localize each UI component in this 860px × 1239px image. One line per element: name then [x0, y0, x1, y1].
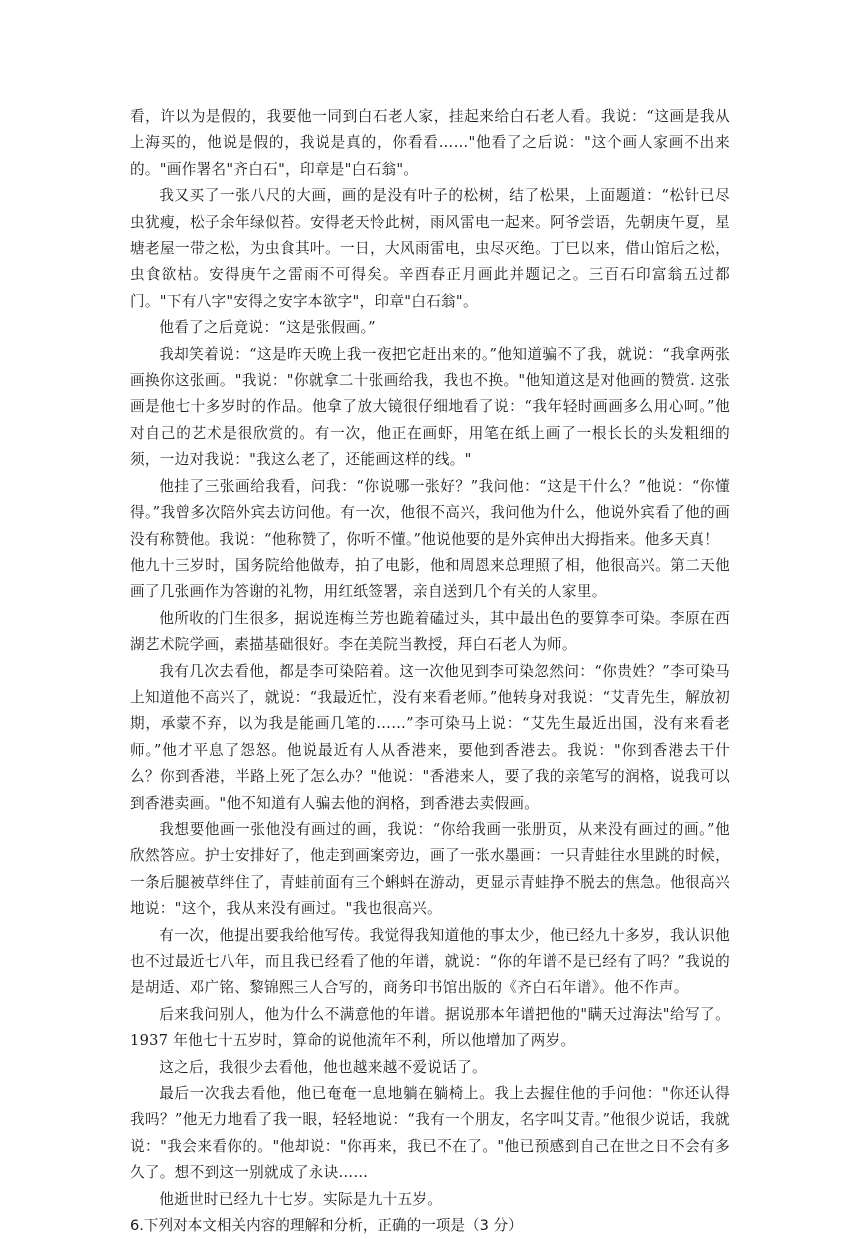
paragraph: 他逝世时已经九十七岁。实际是九十五岁。 — [159, 1190, 443, 1208]
document-page — [130, 104, 730, 1239]
question-stem: 6.下列对本文相关内容的理解和分析，正确的一项是（3 分） — [130, 1217, 523, 1235]
paragraph: 他挂了三张画给我看，问我：“你说哪一张好？”我问他：“这是干什么？”他说：“你懂得。”我曾多次陪外宾去访问他。有一次，他很不高兴，我问他为什么，他说外宾看了他的画没有称赞他。我说：“他称赞了，你听不懂。”他说他要的是外宾伸出大拇指来。他多天真！ — [130, 477, 730, 548]
paragraph: 后来我问别人，他为什么不满意他的年谱。据说那本年谱把他的"瞒天过海法"给写了。1937 年他七十五岁时，算命的说他流年不利，所以他增加了两岁。 — [130, 1005, 730, 1050]
paragraph: 他九十三岁时，国务院给他做寿，拍了电影，他和周恩来总理照了相，他很高兴。第二天他画了几张画作为答谢的礼物，用红纸签署，亲自送到几个有关的人家里。 — [130, 556, 730, 601]
paragraph: 他所收的门生很多，据说连梅兰芳也跪着磕过头，其中最出色的要算李可染。李原在西湖艺术院学画，素描基础很好。李在美院当教授，拜白石老人为师。 — [130, 609, 730, 654]
paragraph: 我想要他画一张他没有画过的画，我说：“你给我画一张册页，从来没有画过的画。”他欣然答应。护士安排好了，他走到画案旁边，画了一张水墨画：一只青蛙往水里跳的时候，一条后腿被草绊住了，青蛙前面有三个蝌蚪在游动，更显示青蛙挣不脱去的焦急。他很高兴地说："这个，我从来没有画过。"我也很高兴。 — [130, 820, 730, 918]
paragraph: 看，许以为是假的，我要他一同到白石老人家，挂起来给白石老人看。我说：“这画是我从上海买的，他说是假的，我说是真的，你看看……"他看了之后说："这个画人家画不出来的。"画作署名"齐白石"，印章是"白石翁"。 — [130, 108, 730, 178]
paragraph: 有一次，他提出要我给他写传。我觉得我知道他的事太少，他已经九十多岁，我认识他也不过最近七八年，而且我已经看了他的年谱，就说：“你的年谱不是已经有了吗？”我说的是胡适、邓广铭、黎锦熙三人合写的，商务印书馆出版的《齐白石年谱》。他不作声。 — [130, 926, 730, 997]
paragraph: 这之后，我很少去看他，他也越来越不爱说话了。 — [159, 1058, 487, 1076]
paragraph: 我却笑着说：“这是昨天晚上我一夜把它赶出来的。”他知道骗不了我，就说：“我拿两张画换你这张画。"我说："你就拿二十张画给我，我也不换。"他知道这是对他画的赞赏. 这张画是他七十多岁时的作品。他拿了放大镜很仔细地看了说：“我年轻时画画多么用心呵。”他对自己的艺术是很欣赏的。有一次，他正在画虾，用笔在纸上画了一根长长的头发粗细的须，一边对我说："我这么老了，还能画这样的线。" — [130, 345, 730, 469]
paragraph: 我有几次去看他，都是李可染陪着。这一次他见到李可染忽然问：“你贵姓？”李可染马上知道他不高兴了，就说：“我最近忙，没有来看老师。”他转身对我说：“艾青先生，解放初期，承蒙不弃，以为我是能画几笔的……”李可染马上说：“艾先生最近出国，没有来看老师。”他才平息了怨怒。他说最近有人从香港来，要他到香港去。我说："你到香港去干什么？你到香港，半路上死了怎么办？"他说："香港来人，要了我的亲笔写的润格，说我可以到香港卖画。"他不知道有人骗去他的润格，到香港去卖假画。 — [130, 662, 730, 812]
paragraph: 他看了之后竟说：“这是张假画。” — [159, 319, 376, 337]
paragraph: 我又买了一张八尺的大画，画的是没有叶子的松树，结了松果，上面题道：“松针已尽虫犹瘦，松子余年绿似苔。安得老天怜此树，雨风雷电一起来。阿爷尝语，先朝庚午夏，星塘老屋一带之松，为虫食其叶。一日，大风雨雷电，虫尽灭绝。丁巳以来，借山馆后之松，虫食欲枯。安得庚午之雷雨不可得矣。辛酉春正月画此并题记之。三百石印富翁五过都门。"下有八字"安得之安字本欲字"，印章"白石翁"。 — [130, 187, 730, 310]
paragraph: 最后一次我去看他，他已奄奄一息地躺在躺椅上。我上去握住他的手问他："你还认得我吗？”他无力地看了我一眼，轻轻地说：“我有一个朋友，名字叫艾青。”他很少说话，我就说："我会来看你的。"他却说："你再来，我已不在了。"他已预感到自己在世之日不会有多久了。想不到这一别就成了永诀…… — [130, 1085, 730, 1182]
